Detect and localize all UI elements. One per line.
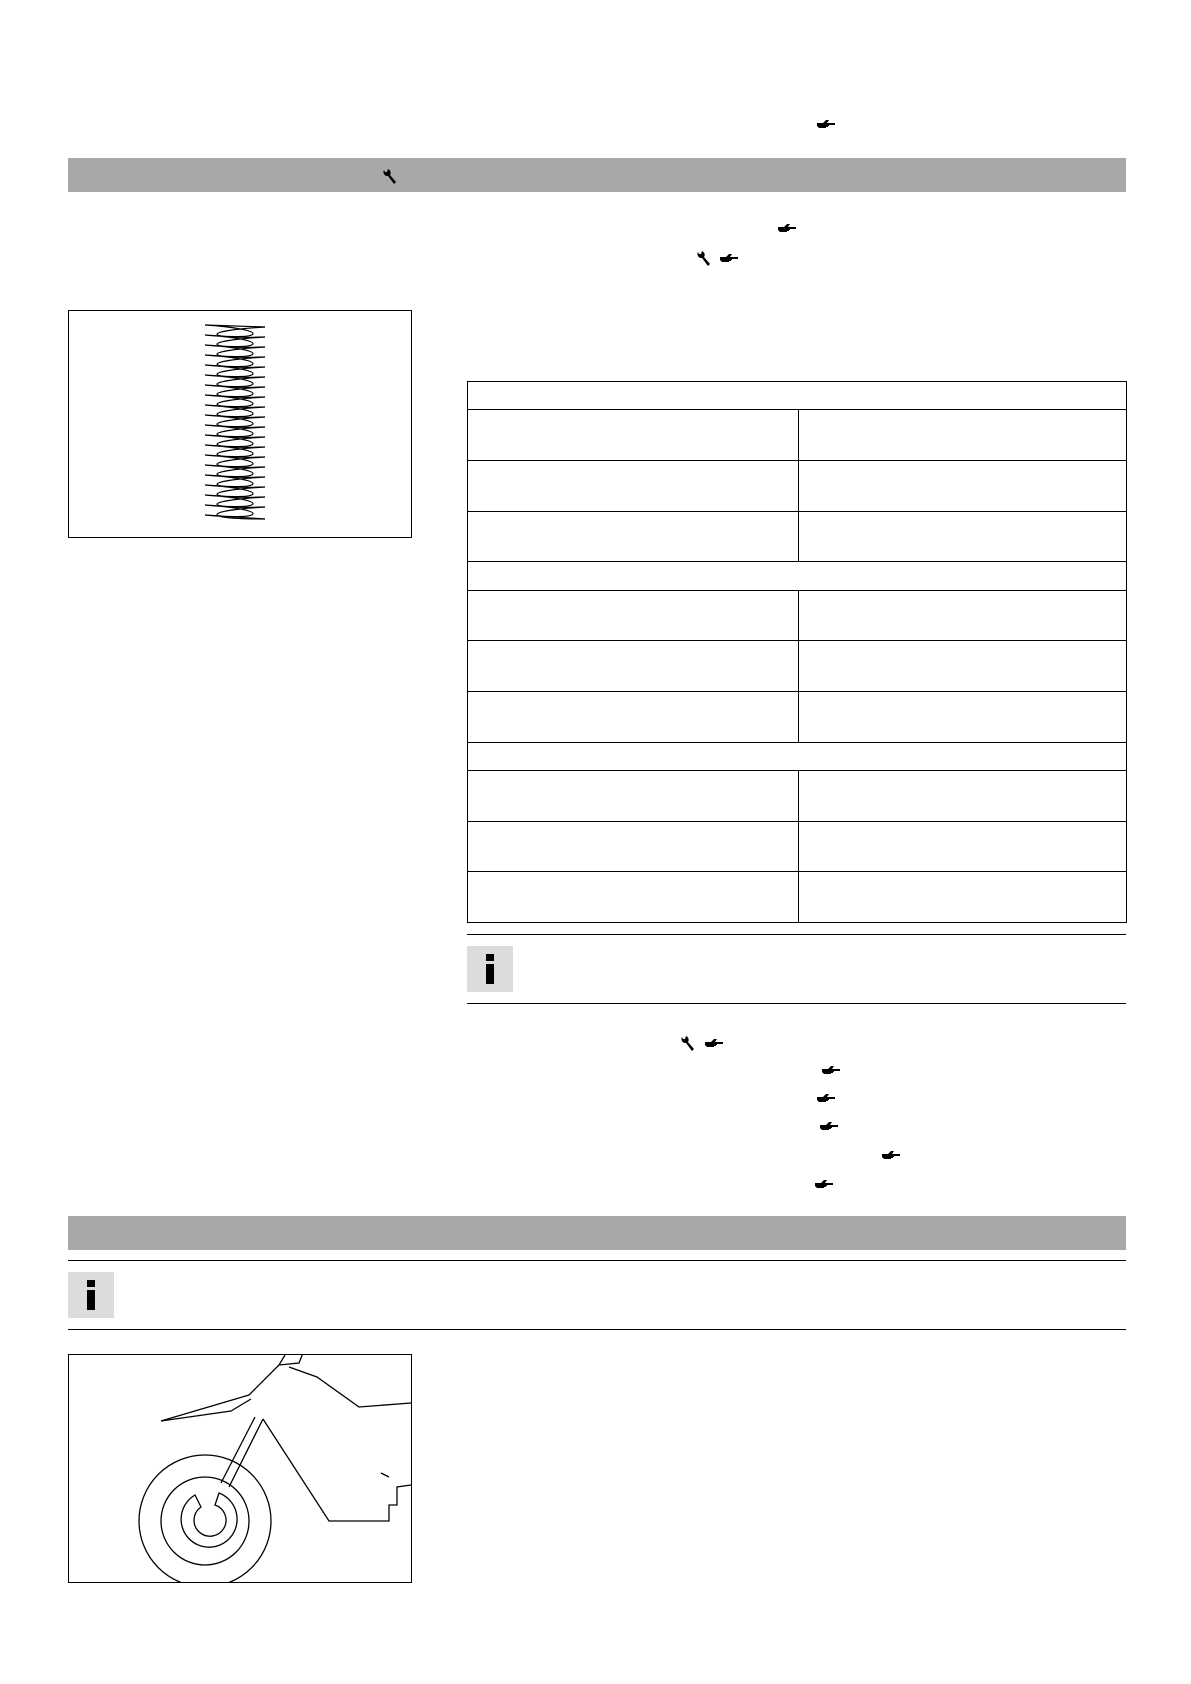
motorcycle-figure bbox=[68, 1354, 412, 1583]
wrench-icon bbox=[695, 250, 711, 268]
motorcycle-front-illustration bbox=[69, 1355, 411, 1582]
spring-figure bbox=[68, 310, 412, 538]
pointing-hand-icon bbox=[881, 1149, 901, 1161]
pointing-hand-icon bbox=[719, 252, 739, 264]
section-header-bar bbox=[68, 158, 1126, 192]
wrench-icon bbox=[381, 168, 397, 186]
table-row bbox=[468, 590, 1127, 641]
wrench-icon bbox=[679, 1035, 695, 1053]
pointing-hand-icon bbox=[816, 118, 836, 130]
table-section-header bbox=[468, 382, 1127, 410]
pointing-hand-icon bbox=[704, 1037, 724, 1049]
section-header-bar bbox=[68, 1216, 1126, 1250]
table-row bbox=[468, 691, 1127, 742]
pointing-hand-icon bbox=[816, 1092, 836, 1104]
note-bottom-rule bbox=[467, 1003, 1126, 1004]
spec-table bbox=[467, 381, 1127, 923]
pointing-hand-icon bbox=[821, 1064, 841, 1076]
coil-spring-illustration bbox=[69, 311, 411, 537]
note-top-rule bbox=[467, 934, 1126, 935]
table-row bbox=[468, 821, 1127, 872]
note-bottom-rule bbox=[68, 1329, 1126, 1330]
table-row bbox=[468, 511, 1127, 562]
pointing-hand-icon bbox=[814, 1178, 834, 1190]
table-row bbox=[468, 461, 1127, 512]
pointing-hand-icon bbox=[819, 1120, 839, 1132]
table-section-header bbox=[468, 562, 1127, 590]
table-row bbox=[468, 410, 1127, 461]
table-row bbox=[468, 770, 1127, 821]
table-row bbox=[468, 872, 1127, 923]
table-section-header bbox=[468, 742, 1127, 770]
note-top-rule bbox=[68, 1260, 1126, 1261]
pointing-hand-icon bbox=[777, 222, 797, 234]
info-icon bbox=[467, 946, 513, 992]
info-icon bbox=[68, 1272, 114, 1318]
table-row bbox=[468, 641, 1127, 692]
